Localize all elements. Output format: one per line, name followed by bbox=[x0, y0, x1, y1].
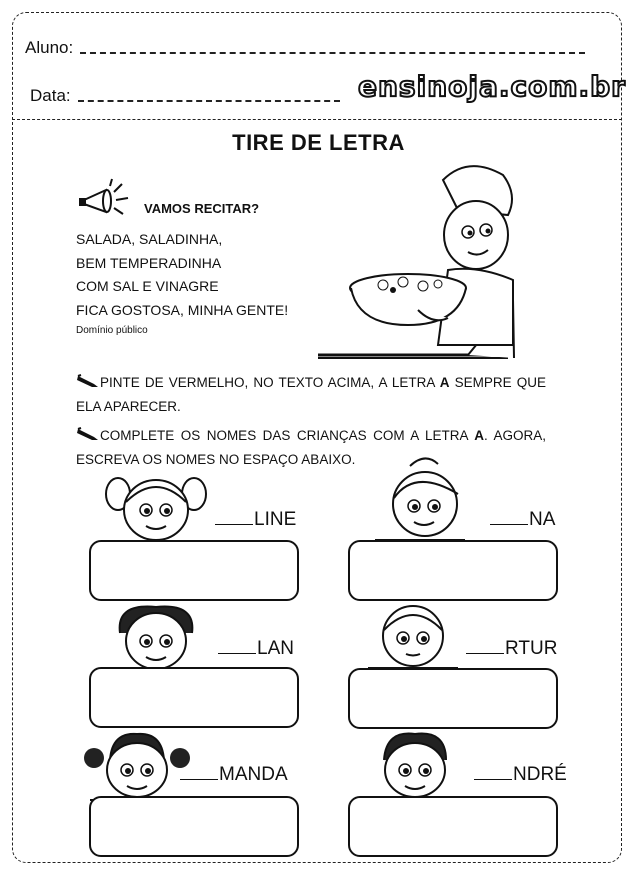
instruction-complete bbox=[76, 424, 546, 472]
name-blank[interactable] bbox=[466, 653, 504, 654]
child-face-illustration bbox=[370, 730, 460, 802]
name-ending: LAN bbox=[257, 638, 294, 659]
poem-line: BEM TEMPERADINHA bbox=[76, 254, 222, 271]
date-line[interactable] bbox=[78, 100, 340, 102]
name-answer-box[interactable] bbox=[348, 540, 558, 601]
megaphone-icon bbox=[76, 178, 136, 218]
name-ending: LINE bbox=[254, 509, 297, 530]
name-blank[interactable] bbox=[180, 779, 218, 780]
instruction-paint-text-1: PINTE DE VERMELHO, NO TEXTO ACIMA, A LETRA bbox=[100, 375, 440, 390]
name-answer-box[interactable] bbox=[89, 667, 299, 728]
name-answer-box[interactable] bbox=[348, 668, 558, 729]
child-face-illustration bbox=[370, 458, 470, 543]
child-face-illustration bbox=[368, 600, 458, 672]
poem-line: FICA GOSTOSA, MINHA GENTE! bbox=[76, 301, 289, 318]
name-clue-line bbox=[180, 764, 288, 786]
name-blank[interactable] bbox=[490, 524, 528, 525]
date-label: Data: bbox=[30, 86, 71, 105]
name-answer-box[interactable] bbox=[89, 540, 299, 601]
name-blank[interactable] bbox=[218, 653, 256, 654]
name-clue-line bbox=[218, 638, 294, 660]
poem bbox=[76, 228, 288, 322]
name-ending: RTUR bbox=[505, 638, 558, 659]
instruction-paint bbox=[76, 371, 546, 419]
header-divider bbox=[12, 119, 622, 120]
student-name-line[interactable] bbox=[80, 52, 585, 54]
child-face-illustration bbox=[106, 474, 206, 544]
poem-source: Domínio público bbox=[76, 325, 148, 336]
student-label: Aluno: bbox=[25, 38, 74, 57]
name-clue-line bbox=[474, 764, 567, 786]
instruction-complete-text-1: COMPLETE OS NOMES DAS CRIANÇAS COM A LETRA bbox=[100, 428, 475, 443]
poem-line: COM SAL E VINAGRE bbox=[76, 278, 219, 294]
name-answer-box[interactable] bbox=[89, 796, 299, 857]
child-face-illustration bbox=[106, 603, 206, 673]
page-title: TIRE DE LETRA bbox=[232, 130, 405, 155]
poem-line: SALADA, SALADINHA, bbox=[76, 231, 223, 247]
poem-title: VAMOS RECITAR? bbox=[144, 201, 260, 216]
pencil-icon bbox=[76, 427, 100, 441]
instruction-complete-letter: A bbox=[474, 428, 485, 443]
name-clue-line bbox=[215, 509, 296, 531]
name-blank[interactable] bbox=[474, 779, 512, 780]
instruction-paint-letter: A bbox=[439, 375, 450, 390]
name-answer-box[interactable] bbox=[348, 796, 558, 857]
name-clue-line bbox=[466, 638, 557, 660]
name-blank[interactable] bbox=[215, 524, 253, 525]
name-clue-line bbox=[490, 509, 555, 531]
name-ending: NDRÉ bbox=[513, 764, 567, 785]
site-logo: ensinoja.com.br bbox=[358, 70, 626, 103]
instruction-paint-text-2: SEMPRE QUE ELA APARECER. bbox=[76, 375, 546, 414]
name-ending: NA bbox=[529, 509, 556, 530]
chef-boy-illustration bbox=[318, 160, 518, 365]
child-face-illustration bbox=[82, 730, 192, 802]
instruction-complete-text-2: . AGORA, ESCREVA OS NOMES NO ESPAÇO ABAIXO. bbox=[76, 428, 546, 467]
pencil-icon bbox=[76, 374, 100, 388]
name-ending: MANDA bbox=[219, 764, 288, 785]
